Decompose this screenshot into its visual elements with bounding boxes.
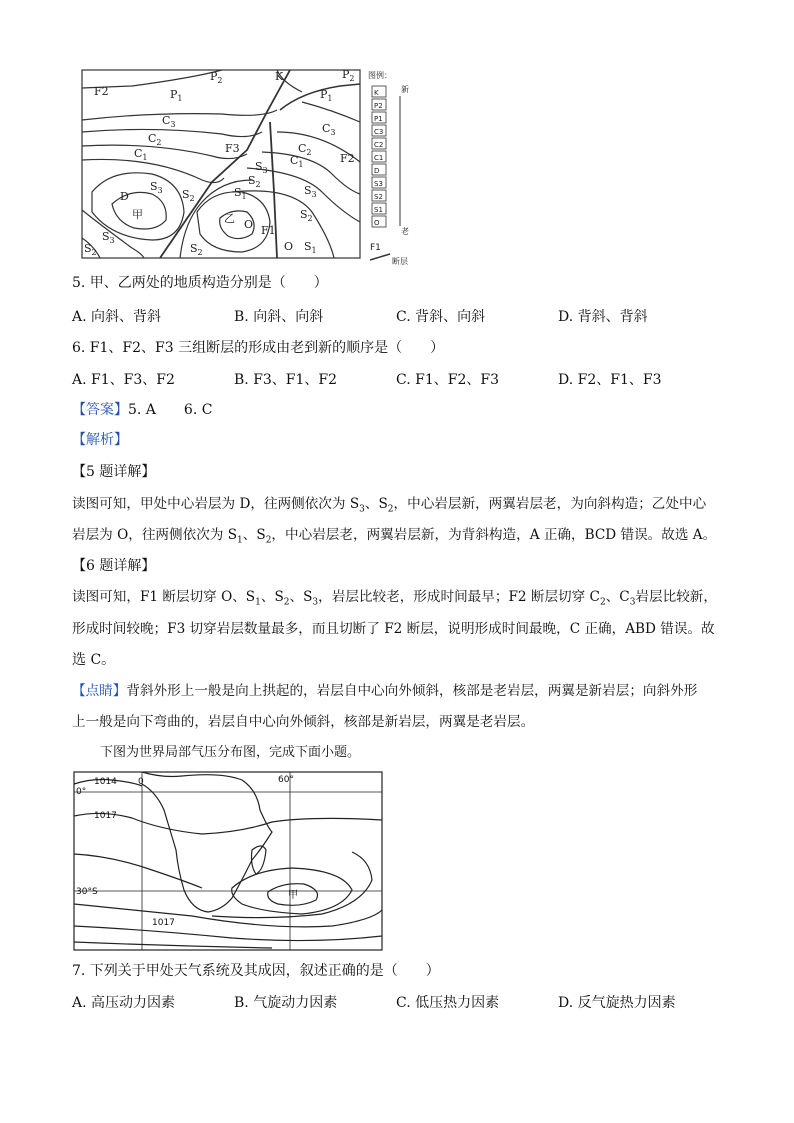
isobar-1017-bottom-label: 1017 xyxy=(152,918,175,928)
jia-label: 甲 xyxy=(288,890,298,901)
q7-option-b[interactable]: B. 气旋动力因素 xyxy=(234,995,338,1011)
label-k: K xyxy=(275,70,284,83)
geology-map xyxy=(72,62,422,268)
label-p1-left: $P_1$ xyxy=(170,88,183,103)
q5-detail-line2: 岩层为 O，往两侧依次为 $S_1$、$S_2$，中心岩层老，两翼岩层新，为背斜构造，A 正确，BCD 错误。故选 A。 xyxy=(72,527,717,546)
legend xyxy=(368,70,409,266)
q6-option-a[interactable]: A. F1、F3、F2 xyxy=(72,372,175,388)
pressure-map xyxy=(72,770,384,952)
svg-text:老: 老 xyxy=(401,227,409,236)
legend-label: C1 xyxy=(374,154,384,162)
q5-option-c[interactable]: C. 背斜、向斜 xyxy=(396,309,486,325)
svg-text:图例：: 图例： xyxy=(368,71,392,80)
lon-60-label: 60° xyxy=(278,775,294,785)
legend-label: S2 xyxy=(374,193,383,201)
label-p2-right: $P_2$ xyxy=(342,68,355,83)
legend-label: S3 xyxy=(374,180,383,188)
label-f3: F3 xyxy=(225,142,240,155)
tip-label: 【点睛】 xyxy=(72,683,127,699)
label-o-right: O xyxy=(284,240,294,253)
pressure-map-intro: 下图为世界局部气压分布图，完成下面小题。 xyxy=(100,745,361,760)
analysis-label: 【解析】 xyxy=(72,432,128,448)
svg-text:F1: F1 xyxy=(370,243,381,253)
label-c3-left: $C_3$ xyxy=(162,114,176,129)
isobar-1014-label: 1014 xyxy=(94,777,117,787)
label-d: D xyxy=(120,190,129,203)
svg-text:新: 新 xyxy=(401,85,409,94)
label-s2-bottom: $S_2$ xyxy=(190,242,203,257)
q7-option-a[interactable]: A. 高压动力因素 xyxy=(72,995,176,1011)
answer-label: 【答案】 xyxy=(72,402,128,418)
label-s2-right: $S_2$ xyxy=(300,208,313,223)
tip-line2: 上一般是向下弯曲的，岩层自中心向外倾斜，核部是新岩层，两翼是老岩层。 xyxy=(72,714,535,730)
tip-line1: 【点睛】背斜外形上一般是向上拱起的，岩层自中心向外倾斜，核部是老岩层，两翼是新岩层；向斜外形 xyxy=(72,683,698,699)
label-s3-bottom: $S_3$ xyxy=(102,230,115,245)
q5-option-a[interactable]: A. 向斜、背斜 xyxy=(72,309,162,325)
q6-detail-line1: 读图可知，F1 断层切穿 O、$S_1$、$S_2$、$S_3$，岩层比较老，形成时间最早；F2 断层切穿 $C_2$、$C_3$岩层比较新， xyxy=(72,589,717,608)
label-s1-right: $S_1$ xyxy=(304,240,317,255)
answer-text: 5. A 6. C xyxy=(128,402,213,418)
q5-option-d[interactable]: D. 背斜、背斜 xyxy=(558,309,648,325)
q6-stem: 6. F1、F2、F3 三组断层的形成由老到新的顺序是（ ） xyxy=(72,340,445,356)
legend-label: C2 xyxy=(374,141,384,149)
label-s2-center: $S_2$ xyxy=(248,174,261,189)
q6-option-b[interactable]: B. F3、F1、F2 xyxy=(234,372,338,388)
label-s3-left: $S_3$ xyxy=(150,180,163,195)
q5-detail-line1: 读图可知，甲处中心岩层为 D，往两侧依次为 $S_3$、$S_2$，中心岩层新，两翼岩层老，为向斜构造；乙处中心 xyxy=(72,496,707,515)
q6-option-c[interactable]: C. F1、F2、F3 xyxy=(396,372,499,388)
answer-line xyxy=(72,400,212,420)
label-c1-right: $C_1$ xyxy=(290,154,304,169)
label-c2-left: $C_2$ xyxy=(148,132,162,147)
lon-0-label: 0 xyxy=(138,777,144,787)
legend-label: D xyxy=(374,167,380,175)
q7-option-d[interactable]: D. 反气旋热力因素 xyxy=(558,995,676,1011)
legend-label: O xyxy=(374,219,380,227)
legend-label: C3 xyxy=(374,128,384,136)
label-p2-left: $P_2$ xyxy=(210,70,223,85)
isobar-1017-top-label: 1017 xyxy=(94,811,117,821)
lat-30s-label: 30°S xyxy=(76,887,98,897)
label-s1-center: $S_1$ xyxy=(234,186,247,201)
label-f2-right: F2 xyxy=(340,152,355,165)
label-s2-bottom-left: $S_2$ xyxy=(84,242,97,257)
label-o-center: O xyxy=(244,218,254,231)
q5-stem: 5. 甲、乙两处的地质构造分别是（ ） xyxy=(72,275,328,291)
legend-label: S1 xyxy=(374,206,383,214)
label-c3-right: $C_3$ xyxy=(322,122,336,137)
label-c2-right: $C_2$ xyxy=(298,142,312,157)
q6-detail-line2: 形成时间较晚；F3 切穿岩层数量最多，而且切断了 F2 断层，说明形成时间最晚，C 正确，ABD 错误。故 xyxy=(72,621,715,637)
label-f2-left: F2 xyxy=(94,85,109,98)
q6-option-d[interactable]: D. F2、F1、F3 xyxy=(558,372,662,388)
label-s2-left: $S_2$ xyxy=(182,188,195,203)
legend-label: P2 xyxy=(374,102,383,110)
label-s3-center: $S_3$ xyxy=(255,160,268,175)
label-c1-left: $C_1$ xyxy=(134,147,148,162)
q6-detail-line3: 选 C。 xyxy=(72,652,116,668)
q7-option-c[interactable]: C. 低压热力因素 xyxy=(396,995,500,1011)
label-jia: 甲 xyxy=(132,208,143,221)
label-yi: 乙 xyxy=(224,212,235,225)
q5-detail-label: 【5 题详解】 xyxy=(72,464,156,480)
q7-stem: 7. 下列关于甲处天气系统及其成因，叙述正确的是（ ） xyxy=(72,963,440,979)
q6-detail-label: 【6 题详解】 xyxy=(72,558,156,574)
legend-label: K xyxy=(374,89,379,97)
legend-label: P1 xyxy=(374,115,383,123)
lat-0-label: 0° xyxy=(76,787,87,797)
label-f1: F1 xyxy=(261,224,276,237)
label-s3-right: $S_3$ xyxy=(304,184,317,199)
q5-option-b[interactable]: B. 向斜、向斜 xyxy=(234,309,324,325)
label-p1-right: $P_1$ xyxy=(320,88,333,103)
svg-text:断层: 断层 xyxy=(392,257,408,266)
